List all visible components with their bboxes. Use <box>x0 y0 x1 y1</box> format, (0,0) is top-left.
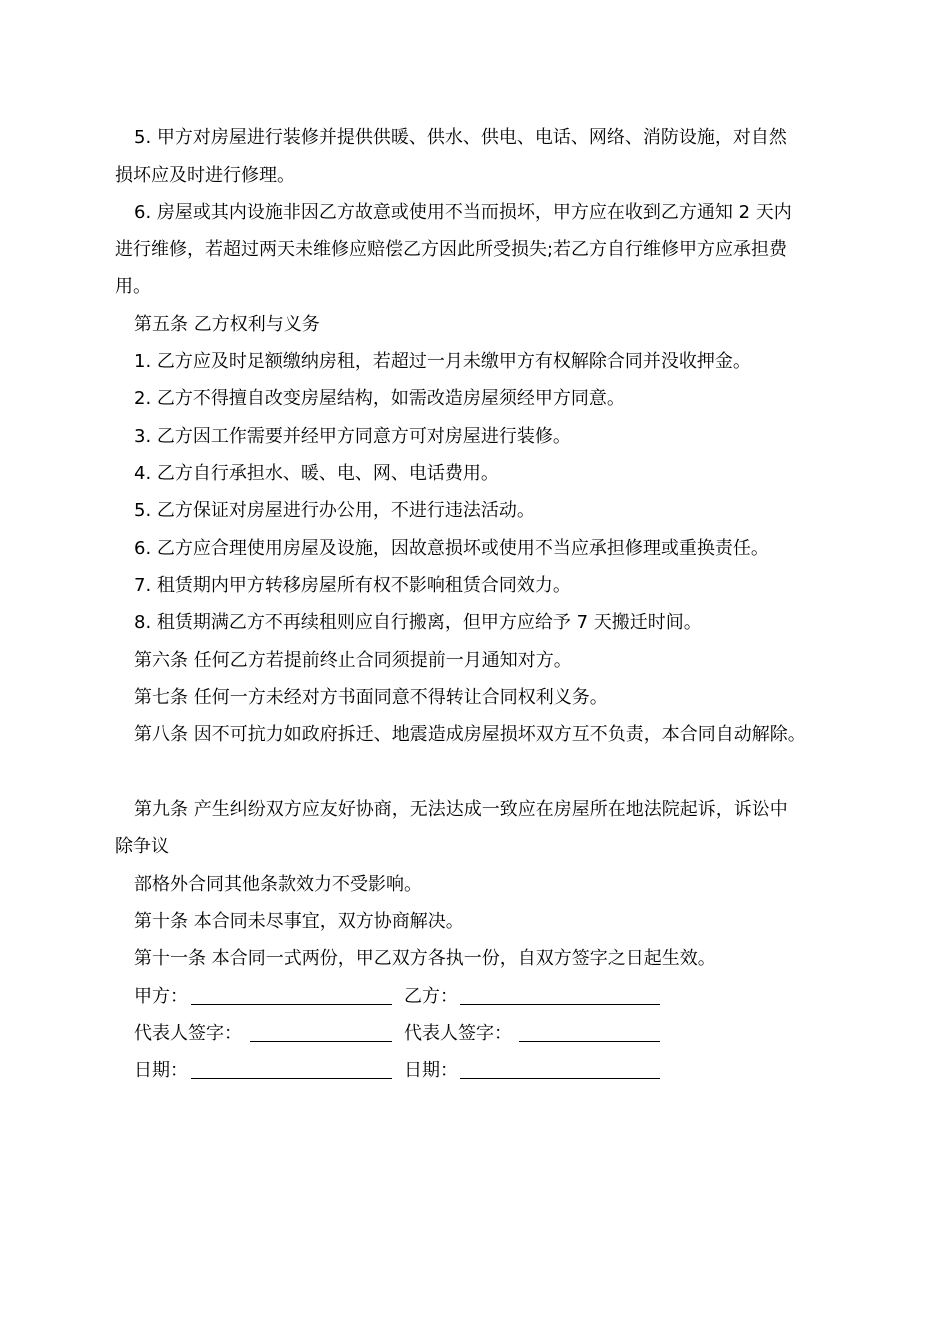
section-heading: 第五条 乙方权利与义务 <box>134 314 320 335</box>
date-b-label: 日期： <box>404 1060 458 1081</box>
clause-line: 用。 <box>115 276 151 297</box>
clause-line: 5. 乙方保证对房屋进行办公用，不进行违法活动。 <box>134 500 535 521</box>
section-heading: 第九条 产生纠纷双方应友好协商，无法达成一致应在房屋所在地法院起诉，诉讼中 <box>134 799 788 820</box>
clause-line: 4. 乙方自行承担水、暖、电、网、电话费用。 <box>134 463 499 484</box>
clause-line: 进行维修，若超过两天未维修应赔偿乙方因此所受损失;若乙方自行维修甲方应承担费 <box>115 239 788 260</box>
clause-line: 3. 乙方因工作需要并经甲方同意方可对房屋进行装修。 <box>134 426 571 447</box>
section-heading: 第六条 任何乙方若提前终止合同须提前一月通知对方。 <box>134 650 572 671</box>
clause-line: 7. 租赁期内甲方转移房屋所有权不影响租赁合同效力。 <box>134 575 571 596</box>
party-b-label: 乙方： <box>404 986 458 1007</box>
party-a-label: 甲方： <box>134 986 188 1007</box>
section-heading: 第十条 本合同未尽事宜，双方协商解决。 <box>134 911 464 932</box>
clause-line: 5. 甲方对房屋进行装修并提供供暖、供水、供电、电话、网络、消防设施，对自然 <box>134 127 787 148</box>
clause-line: 损坏应及时进行修理。 <box>115 165 295 186</box>
section-heading: 第八条 因不可抗力如政府拆迁、地震造成房屋损坏双方互不负责，本合同自动解除。 <box>134 724 806 745</box>
party-a-signature-line[interactable] <box>191 1004 392 1005</box>
date-a-line[interactable] <box>191 1078 392 1079</box>
date-a-label: 日期： <box>134 1060 188 1081</box>
rep-b-signature-line[interactable] <box>519 1041 660 1042</box>
section-heading: 第七条 任何一方未经对方书面同意不得转让合同权利义务。 <box>134 687 608 708</box>
clause-line: 部格外合同其他条款效力不受影响。 <box>134 874 422 895</box>
rep-a-label: 代表人签字： <box>134 1023 242 1044</box>
party-b-signature-line[interactable] <box>460 1004 660 1005</box>
rep-a-signature-line[interactable] <box>250 1041 392 1042</box>
date-b-line[interactable] <box>460 1078 660 1079</box>
clause-line: 除争议 <box>115 836 169 857</box>
clause-line: 6. 乙方应合理使用房屋及设施，因故意损坏或使用不当应承担修理或重换责任。 <box>134 538 769 559</box>
clause-line: 8. 租赁期满乙方不再续租则应自行搬离，但甲方应给予 7 天搬迁时间。 <box>134 612 702 633</box>
clause-line: 6. 房屋或其内设施非因乙方故意或使用不当而损坏，甲方应在收到乙方通知 2 天内 <box>134 202 792 223</box>
clause-line: 2. 乙方不得擅自改变房屋结构，如需改造房屋须经甲方同意。 <box>134 388 625 409</box>
clause-line: 1. 乙方应及时足额缴纳房租，若超过一月未缴甲方有权解除合同并没收押金。 <box>134 351 751 372</box>
section-heading: 第十一条 本合同一式两份，甲乙双方各执一份，自双方签字之日起生效。 <box>134 948 716 969</box>
rep-b-label: 代表人签字： <box>404 1023 512 1044</box>
